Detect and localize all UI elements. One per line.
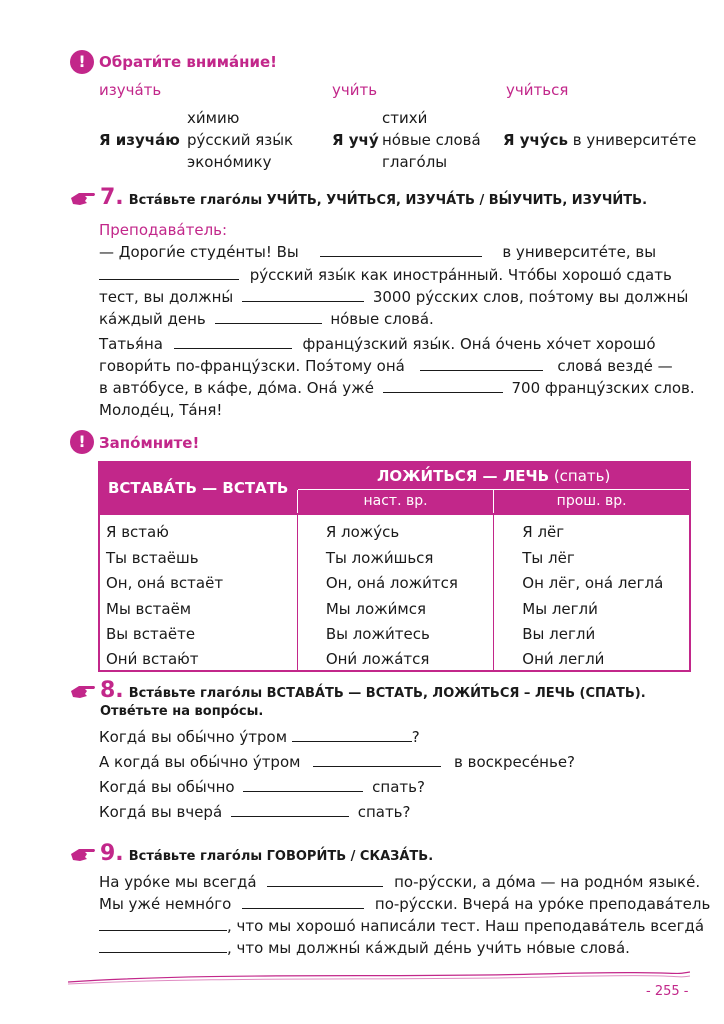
table-row: [99, 645, 690, 671]
exclamation-icon: !: [70, 430, 94, 454]
answer-blank[interactable]: [242, 896, 364, 909]
table-row: [99, 594, 690, 620]
cell-past: Он лёг, она́ легла́: [494, 569, 690, 595]
conjugation-rows: [99, 514, 690, 671]
verb-izuchat: изуча́ть: [99, 81, 162, 99]
cell-present: Ты ложи́шься: [297, 543, 493, 569]
ex7-line: Татья́на францу́зский язы́к. Она́ о́чень хо́чет хорошо́: [99, 335, 656, 353]
conjugation-table: [98, 461, 691, 672]
answer-blank[interactable]: [267, 874, 383, 887]
ex7-line: в авто́бусе, в ка́фе, до́ма. Она́ уже́ 700 францу́зских слов.: [99, 379, 695, 397]
uchit-object: глаго́лы: [382, 153, 448, 171]
uchitsya-phrase: Я учу́сь в университе́те: [503, 131, 697, 149]
answer-blank[interactable]: [320, 244, 482, 257]
table-row: [99, 543, 690, 569]
pointing-hand-icon: [70, 683, 96, 699]
answer-blank[interactable]: [420, 358, 543, 371]
ex7-header: 7. Вста́вьте глаго́лы УЧИ́ТЬ, УЧИ́ТЬСЯ, ИЗУЧА́ТЬ / ВЫ́УЧИТЬ, ИЗУЧИ́ТЬ.: [100, 185, 648, 210]
izuchat-subject: Я изуча́ю: [99, 131, 180, 149]
cell-past: Ты лёг: [494, 543, 690, 569]
exclamation-icon: !: [70, 50, 94, 74]
answer-blank[interactable]: [99, 267, 239, 280]
uchit-object: стихи́: [382, 109, 428, 127]
cell-past: Я лёг: [494, 514, 690, 543]
cell-present: Он, она́ ложи́тся: [297, 569, 493, 595]
answer-blank[interactable]: [292, 729, 412, 742]
ex9-line: , что мы хорошо́ написа́ли тест. Наш преподава́тель всегда́: [99, 916, 704, 936]
izuchat-object: эконо́мику: [187, 153, 272, 171]
answer-blank[interactable]: [174, 336, 292, 349]
table-row: [99, 569, 690, 595]
answer-blank[interactable]: [231, 804, 349, 817]
cell-vstavat: Я встаю́: [99, 514, 297, 543]
ex9-line: Мы уже́ немно́го по-ру́сски. Вчера́ на уро́ке преподава́тель: [99, 895, 711, 913]
sub-past: прош. вр.: [494, 489, 690, 514]
cell-present: Я ложу́сь: [297, 514, 493, 543]
uchit-object: но́вые слова́: [382, 131, 481, 149]
cell-vstavat: Ты встаёшь: [99, 543, 297, 569]
table-row: [99, 514, 690, 543]
ex9-line: На уро́ке мы всегда́ по-ру́сски, а до́ма — на родно́м языке́.: [99, 873, 701, 891]
ex8-question: Когда́ вы обы́чно у́тром ?: [99, 728, 420, 746]
answer-blank[interactable]: [99, 918, 227, 931]
cell-past: Вы легли́: [494, 620, 690, 646]
ex7-line: тест, вы должны́ 3000 ру́сских слов, поэ́тому вы должны́: [99, 288, 689, 306]
answer-blank[interactable]: [243, 779, 363, 792]
table-row: [99, 620, 690, 646]
ex9-line: , что мы должны́ ка́ждый де́нь учи́ть но́вые слова́.: [99, 938, 630, 958]
answer-blank[interactable]: [383, 380, 503, 393]
cell-vstavat: Они́ встаю́т: [99, 645, 297, 671]
cell-present: Они́ ложа́тся: [297, 645, 493, 671]
cell-vstavat: Он, она́ встаёт: [99, 569, 297, 595]
ex7-line: — Дороги́е студе́нты! Вы в университе́те, вы: [99, 243, 657, 261]
ex7-speaker: Преподава́тель:: [99, 221, 228, 239]
pointing-hand-icon: [70, 190, 96, 206]
cell-past: Они́ легли́: [494, 645, 690, 671]
ex8-question: Когда́ вы вчера́ спать?: [99, 803, 411, 821]
cell-vstavat: Мы встаём: [99, 594, 297, 620]
pointing-hand-icon: [70, 846, 96, 862]
answer-blank[interactable]: [313, 754, 441, 767]
remember-title: Запо́мните!: [99, 434, 200, 452]
answer-blank[interactable]: [242, 289, 364, 302]
note-title: Обрати́те внима́ние!: [99, 53, 278, 71]
uchit-subject: Я учу́: [332, 131, 379, 149]
ex8-task2: Отве́тьте на вопро́сы.: [100, 704, 264, 719]
cell-vstavat: Вы встаёте: [99, 620, 297, 646]
ex8-question: А когда́ вы обы́чно у́тром в воскресе́нье?: [99, 753, 576, 771]
cell-present: Вы ложи́тесь: [297, 620, 493, 646]
answer-blank[interactable]: [99, 940, 227, 953]
cell-past: Мы легли́: [494, 594, 690, 620]
cell-present: Мы ложи́мся: [297, 594, 493, 620]
verb-uchit: учи́ть: [332, 81, 378, 99]
col-vstavat: ВСТАВА́ТЬ — ВСТАТЬ: [99, 462, 297, 514]
ex8-header: 8. Вста́вьте глаго́лы ВСТАВА́ТЬ — ВСТАТЬ, ЛОЖИ́ТЬСЯ – ЛЕЧЬ (СПАТЬ).: [100, 678, 646, 703]
ex8-question: Когда́ вы обы́чно спать?: [99, 778, 425, 796]
ex7-line: говори́ть по-францу́зски. Поэ́тому она́ слова́ везде́ —: [99, 357, 673, 375]
ex7-line: ру́сский язы́к как иностра́нный. Что́бы хорошо́ сдать: [99, 265, 672, 285]
ex7-line: Молоде́ц, Та́ня!: [99, 401, 223, 419]
izuchat-object: хи́мию: [187, 109, 240, 127]
col-lozhitsya: ЛОЖИ́ТЬСЯ — ЛЕЧЬ (спать): [297, 462, 690, 489]
sub-present: наст. вр.: [297, 489, 493, 514]
verb-uchitsya: учи́ться: [506, 81, 569, 99]
answer-blank[interactable]: [215, 311, 322, 324]
footer-wave: [68, 968, 690, 986]
page-number: - 255 -: [646, 984, 689, 999]
izuchat-object: ру́сский язы́к: [187, 131, 294, 149]
ex9-header: 9. Вста́вьте глаго́лы ГОВОРИ́ТЬ / СКАЗА́ТЬ.: [100, 841, 434, 866]
ex7-line: ка́ждый день но́вые слова́.: [99, 310, 434, 328]
